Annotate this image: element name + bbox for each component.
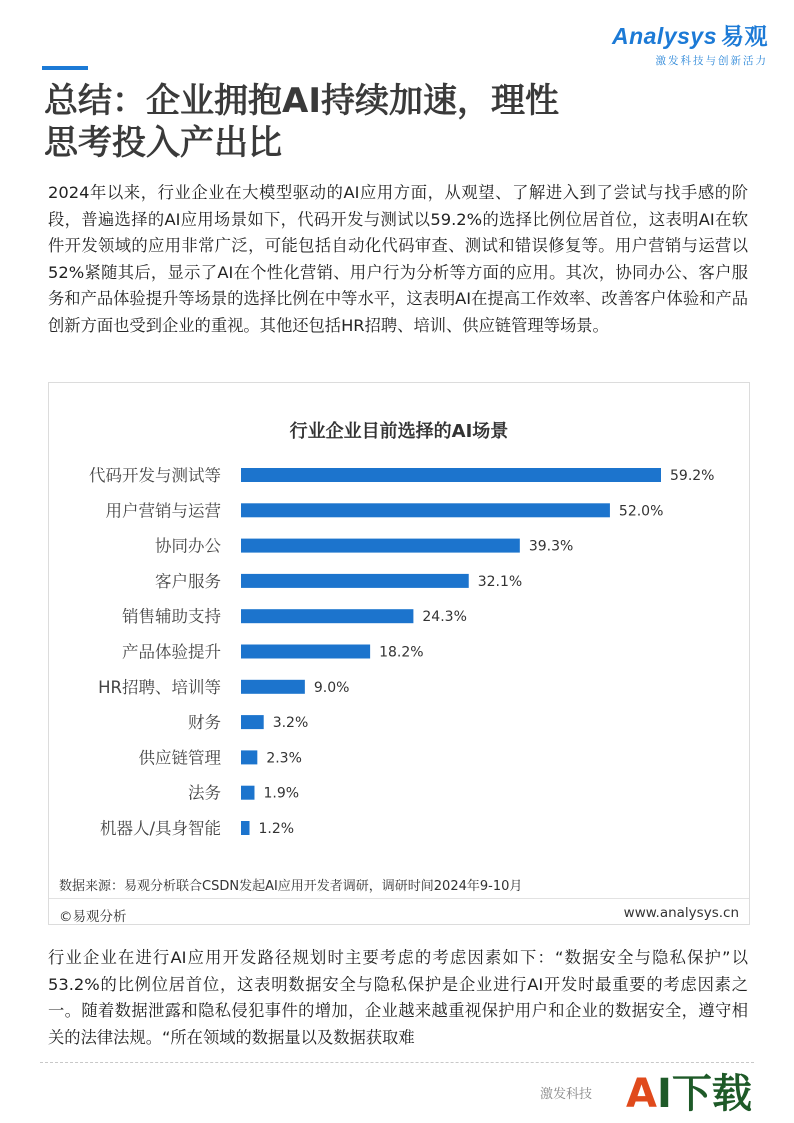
page-title [44, 80, 559, 164]
bar [241, 750, 257, 764]
chart-source: 数据来源：易观分析联合CSDN发起AI应用开发者调研，调研时间2024年9-10月 [59, 879, 523, 894]
watermark-rest: I下载 [656, 1071, 752, 1117]
value-label: 18.2% [379, 644, 424, 661]
value-label: 52.0% [618, 503, 664, 520]
watermark-letter: A [626, 1071, 657, 1117]
value-label: 1.9% [263, 785, 300, 802]
copyright: ©易观分析 [59, 909, 127, 925]
bar [241, 680, 305, 694]
bar [241, 468, 661, 482]
value-label: 59.2% [670, 468, 715, 484]
value-label: 24.3% [422, 609, 467, 626]
logo-cn-name: 易观 [721, 23, 768, 49]
category-label: 机器人/具身智能 [99, 819, 221, 838]
ai-scenario-bar-chart [49, 383, 749, 873]
value-label: 32.1% [477, 573, 523, 590]
logo-wordmark [612, 18, 768, 51]
bar [241, 609, 413, 623]
analysis-paragraph: 行业企业在进行AI应用开发路径规划时主要考虑的考虑因素如下：“数据安全与隐私保护”以53.2%的比例位居首位，这表明数据安全与隐私保护是企业进行AI开发时最重要的考虑因素之一。随着数据泄露和隐私侵犯事件的增加，企业越来越重视保护用户和企业的数据安全，遵守相关的法律法规。“所在领域的数据量以及数据获取难 [48, 948, 748, 1047]
chart-title: 行业企业目前选择的AI场景 [289, 421, 509, 442]
intro-paragraph: 2024年以来，行业企业在大模型驱动的AI应用方面，从观望、了解进入到了尝试与找手感的阶段，普遍选择的AI应用场景如下，代码开发与测试以59.2%的选择比例位居首位，这表明AI在软件开发领域的应用非常广泛，可能包括自动化代码审查、测试和错误修复等。用户营销与运营以52%紧随其后，显示了AI在个性化营销、用户行为分析等方面的应用。其次，协同办公、客户服务和产品体验提升等场景的选择比例在中等水平，这表明AI在提高工作效率、改善客户体验和产品创新方面也受到企业的重视。其他还包括HR招聘、培训、供应链管理等场景。 [48, 183, 748, 335]
value-label: 1.2% [258, 821, 295, 837]
category-label: 财务 [188, 713, 221, 733]
website-link[interactable]: www.analysys.cn [623, 905, 739, 921]
chart-footer [49, 898, 749, 925]
bar [241, 503, 610, 517]
category-label: 法务 [188, 783, 221, 803]
logo-slogan: 激发科技与创新活力 [655, 55, 768, 67]
bar [241, 539, 520, 553]
value-label: 3.2% [272, 715, 309, 732]
bar [241, 821, 250, 835]
title-accent-bar [42, 66, 88, 70]
bar [241, 645, 370, 659]
value-label: 2.3% [266, 750, 302, 767]
category-label: 协同办公 [155, 536, 221, 556]
analysys-logo [612, 18, 768, 68]
logo-brand: nalysys [629, 23, 717, 49]
watermark-logo [626, 1070, 752, 1118]
value-label: 39.3% [528, 538, 574, 555]
bar [241, 715, 264, 729]
bar [241, 786, 254, 800]
category-label: HR招聘、培训等 [98, 677, 221, 697]
footer-text: 激发科技 [540, 1087, 593, 1102]
page-divider [40, 1062, 754, 1063]
bar [241, 574, 469, 588]
category-label: 产品体验提升 [122, 642, 221, 662]
category-label: 供应链管理 [138, 748, 221, 768]
category-label: 代码开发与测试等 [89, 466, 221, 485]
page-title-line-2: 思考投入产出比 [44, 123, 282, 163]
category-label: 客户服务 [155, 571, 221, 591]
logo-initial: A [611, 23, 630, 49]
value-label: 9.0% [313, 679, 350, 696]
chart-panel [48, 382, 750, 925]
category-label: 销售辅助支持 [122, 607, 221, 627]
category-label: 用户营销与运营 [105, 501, 221, 521]
page-title-line-1: 总结：企业拥抱AI持续加速，理性 [44, 81, 559, 121]
